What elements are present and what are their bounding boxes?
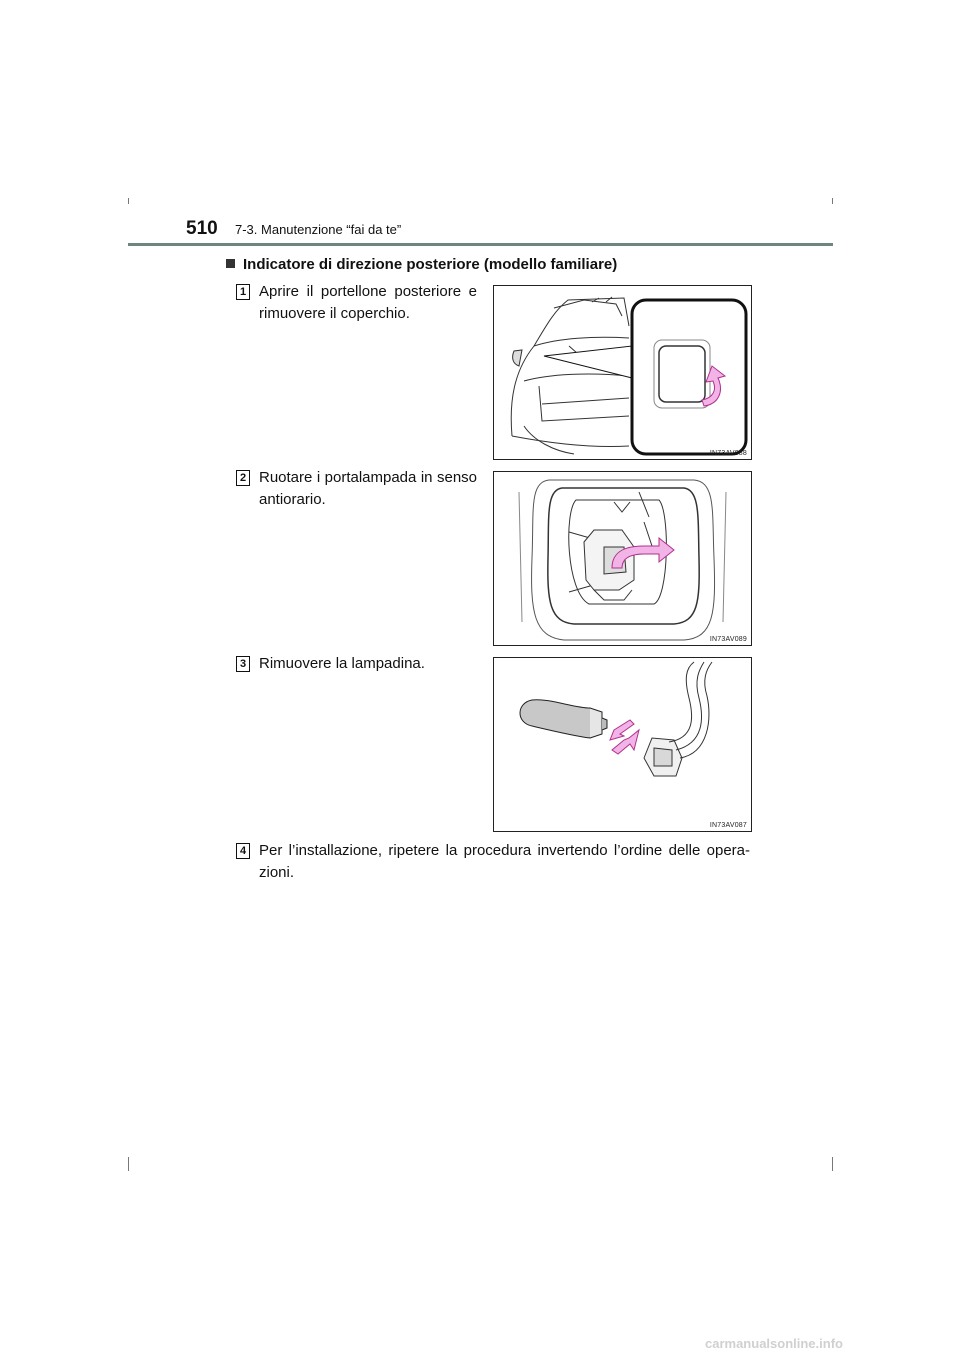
crop-mark [832,1157,833,1171]
pull-arrow-icon [610,720,639,754]
watermark: carmanualsonline.info [705,1336,843,1351]
step-text-1: Aprire il portellone posteriore e rimuovere il coperchio. [259,283,477,322]
page-number: 510 [186,218,218,239]
crop-mark [832,198,833,204]
figure-bulb-removal [493,657,752,832]
trunk-cover-illustration [494,286,751,459]
step-text-4: Per l’installazione, ripetere la procedura invertendo l’ordine delle opera-zioni. [259,842,750,881]
crop-mark [128,198,129,204]
square-bullet-icon [226,259,235,268]
crop-mark [128,1157,129,1171]
step-number-1: 1 [236,284,250,300]
step-number-4: 4 [236,843,250,859]
step-text-2: Ruotare i portalampada in senso antiorario. [259,469,477,508]
step-number-2: 2 [236,470,250,486]
step-text-3: Rimuovere la lampadina. [259,655,425,672]
figure-bulb-socket [493,471,752,646]
figure-code: IN73AV089 [709,636,747,643]
figure-code: IN73AV088 [709,450,747,457]
section-heading [226,256,617,273]
header-rule [128,243,833,246]
figure-trunk-cover [493,285,752,460]
section-title: 7-3. Manutenzione “fai da te” [235,222,402,237]
bulb-removal-illustration [494,658,751,831]
step-number-3: 3 [236,656,250,672]
bulb-socket-illustration [494,472,751,645]
figure-code: IN73AV087 [709,822,747,829]
heading-text: Indicatore di direzione posteriore (modello familiare) [243,256,618,273]
